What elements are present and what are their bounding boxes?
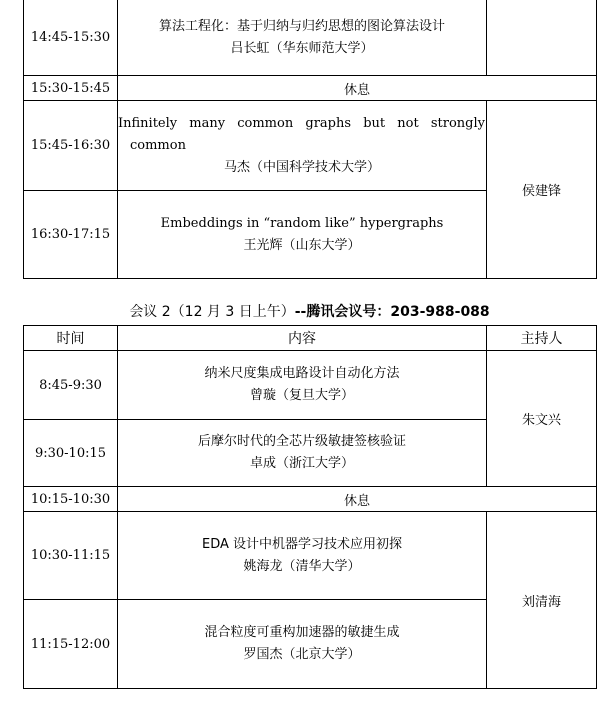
session2-title	[23, 301, 596, 321]
content-cell	[118, 512, 487, 600]
table-row	[24, 0, 597, 76]
table-row	[24, 512, 597, 600]
talk-title: 纳米尺度集成电路设计自动化方法	[204, 366, 400, 381]
talk-title-line2: common	[130, 137, 186, 153]
talk-speaker: 姚海龙（清华大学）	[243, 558, 361, 574]
meeting-id: --腾讯会议号：203-988-088	[294, 304, 490, 320]
talk-title: Embeddings in “random like” hypergraphs	[160, 215, 444, 231]
content-cell	[118, 351, 487, 420]
session1-schedule-table	[23, 0, 597, 279]
talk-speaker: 吕长虹（华东师范大学）	[230, 40, 374, 56]
time-cell: 14:45-15:30	[24, 0, 118, 76]
time-cell: 10:15-10:30	[24, 487, 118, 512]
time-cell: 10:30-11:15	[24, 512, 118, 600]
talk-title: 算法工程化：基于归纳与归约思想的图论算法设计	[158, 18, 445, 34]
talk-title-line1: Infinitely many common graphs but not strongly	[118, 115, 485, 131]
table-row	[24, 101, 597, 191]
host-cell: 朱文兴	[487, 351, 597, 487]
host-cell: 刘清海	[487, 512, 597, 689]
content-cell	[118, 420, 487, 487]
table-row	[24, 351, 597, 420]
session2-title-prefix: 会议 2（12 月 3 日上午）	[129, 304, 295, 320]
header-host: 主持人	[487, 326, 597, 351]
time-cell: 15:30-15:45	[24, 76, 118, 101]
table-row	[24, 76, 597, 101]
talk-speaker: 罗国杰（北京大学）	[243, 647, 361, 662]
talk-speaker: 马杰（中国科学技术大学）	[223, 159, 380, 175]
content-cell	[118, 191, 487, 279]
session2-schedule-table	[23, 325, 597, 689]
time-cell: 8:45-9:30	[24, 351, 118, 420]
time-cell: 16:30-17:15	[24, 191, 118, 279]
talk-speaker: 曾璇（复旦大学）	[249, 388, 354, 403]
host-cell: 侯建锋	[487, 101, 597, 279]
break-cell: 休息	[118, 76, 597, 101]
content-cell	[118, 101, 487, 191]
header-content: 内容	[118, 326, 487, 351]
time-cell: 15:45-16:30	[24, 101, 118, 191]
time-cell: 11:15-12:00	[24, 600, 118, 689]
table-row	[24, 487, 597, 512]
break-cell: 休息	[118, 487, 597, 512]
talk-title: 混合粒度可重构加速器的敏捷生成	[204, 625, 400, 640]
talk-title: EDA 设计中机器学习技术应用初探	[201, 536, 403, 552]
talk-title: 后摩尔时代的全芯片级敏捷签核验证	[197, 434, 406, 449]
content-cell	[118, 0, 487, 76]
host-cell-empty	[487, 0, 597, 76]
header-time: 时间	[24, 326, 118, 351]
talk-speaker: 王光辉（山东大学）	[243, 237, 361, 253]
time-cell: 9:30-10:15	[24, 420, 118, 487]
talk-speaker: 卓成（浙江大学）	[249, 456, 354, 471]
content-cell	[118, 600, 487, 689]
header-row	[24, 326, 597, 351]
